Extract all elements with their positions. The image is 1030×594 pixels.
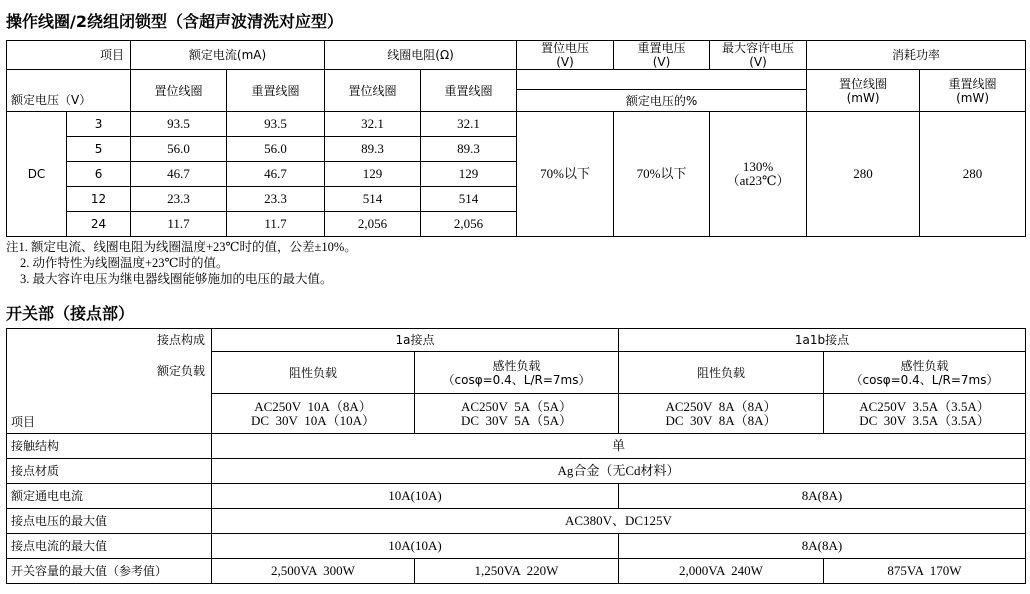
res-set-cell: 89.3 — [325, 137, 421, 162]
res-set-coil-header: 置位线圈 — [325, 70, 421, 112]
resistive-load-1a: 阻性负载 — [212, 352, 415, 394]
res-reset-cell: 129 — [421, 162, 517, 187]
voltage-cell: 3 — [67, 112, 131, 137]
res-set-cell: 129 — [325, 162, 421, 187]
max-current-1a: 10A(10A) — [212, 534, 619, 559]
load-value-3: AC250V 8A（8A） DC 30V 8A（8A） — [619, 394, 824, 434]
note-2: 2. 动作特性为线圈温度+23℃时的值。 — [20, 256, 229, 270]
max-voltage-header: 最大容许电压 (V) — [710, 41, 807, 70]
current-set-cell: 46.7 — [131, 162, 227, 187]
res-set-cell: 32.1 — [325, 112, 421, 137]
col-1a1b-header: 1a1b接点 — [619, 329, 1026, 352]
res-reset-cell: 89.3 — [421, 137, 517, 162]
max-capacity-2: 1,250VA 220W — [415, 559, 619, 584]
res-reset-coil-header: 重置线圈 — [421, 70, 517, 112]
coil-resistance-header: 线圈电阻(Ω) — [325, 41, 517, 70]
current-set-cell: 93.5 — [131, 112, 227, 137]
max-voltage-cond: （at23℃） — [726, 173, 790, 188]
max-voltage-value: AC380V、DC125V — [212, 509, 1026, 534]
rated-current-label: 额定通电电流 — [7, 484, 212, 509]
voltage-cell: 24 — [67, 212, 131, 237]
dc-label: DC — [7, 112, 67, 237]
rated-load-item-cell — [7, 352, 212, 434]
current-reset-cell: 11.7 — [227, 212, 325, 237]
current-set-cell: 11.7 — [131, 212, 227, 237]
max-current-label: 接点电流的最大值 — [7, 534, 212, 559]
res-reset-cell: 514 — [421, 187, 517, 212]
current-set-coil-header: 置位线圈 — [131, 70, 227, 112]
rated-current-header: 额定电流(mA) — [131, 41, 325, 70]
item-header: 项目 — [7, 41, 131, 70]
max-capacity-3: 2,000VA 240W — [619, 559, 824, 584]
contact-material-label: 接点材质 — [7, 459, 212, 484]
res-reset-cell: 32.1 — [421, 112, 517, 137]
note-3: 3. 最大容许电压为继电器线圈能够施加的电压的最大值。 — [20, 272, 333, 286]
max-capacity-4: 875VA 170W — [824, 559, 1026, 584]
load-value-1: AC250V 10A（8A） DC 30V 10A（10A） — [212, 394, 415, 434]
contact-structure-value: 单 — [212, 434, 1026, 459]
note-1: 注1. 额定电流、线圈电阻为线圈温度+23℃时的值，公差±10%。 — [6, 240, 357, 254]
max-voltage-value — [710, 112, 807, 237]
notes — [6, 239, 357, 287]
col-1a-header: 1a接点 — [212, 329, 619, 352]
inductive-load-1a: 感性负载 （cosφ=0.4、L/R=7ms） — [415, 352, 619, 394]
voltage-cell: 5 — [67, 137, 131, 162]
max-voltage-label: 接点电压的最大值 — [7, 509, 212, 534]
current-reset-cell: 46.7 — [227, 162, 325, 187]
max-capacity-label: 开关容量的最大值（参考值） — [7, 559, 212, 584]
max-current-1a1b: 8A(8A) — [619, 534, 1026, 559]
current-reset-cell: 93.5 — [227, 112, 325, 137]
reset-voltage-value: 70%以下 — [614, 112, 710, 237]
pct-rated-header: 额定电压的% — [517, 90, 807, 112]
reset-voltage-header: 重置电压 (V) — [614, 41, 710, 70]
load-value-4: AC250V 3.5A（3.5A） DC 30V 3.5A（3.5A） — [824, 394, 1026, 434]
switch-table — [6, 328, 1026, 584]
item-label: 项目 — [11, 415, 36, 429]
max-capacity-1: 2,500VA 300W — [212, 559, 415, 584]
voltage-cell: 12 — [67, 187, 131, 212]
power-reset-header: 重置线圈 (mW) — [920, 70, 1026, 112]
rated-current-1a1b: 8A(8A) — [619, 484, 1026, 509]
rated-load-label: 额定负载 — [156, 363, 205, 378]
set-voltage-value: 70%以下 — [517, 112, 614, 237]
set-voltage-header: 置位电压 (V) — [517, 41, 614, 70]
rated-current-1a: 10A(10A) — [212, 484, 619, 509]
resistive-load-1a1b: 阻性负载 — [619, 352, 824, 394]
res-set-cell: 2,056 — [325, 212, 421, 237]
contact-structure-label: 接触结构 — [7, 434, 212, 459]
current-reset-coil-header: 重置线圈 — [227, 70, 325, 112]
coil-table — [6, 40, 1026, 237]
res-set-cell: 514 — [325, 187, 421, 212]
current-reset-cell: 56.0 — [227, 137, 325, 162]
voltage-cell: 6 — [67, 162, 131, 187]
power-set-value: 280 — [807, 112, 920, 237]
rated-voltage-header: 额定电压（V） — [7, 70, 131, 112]
current-set-cell: 23.3 — [131, 187, 227, 212]
current-set-cell: 56.0 — [131, 137, 227, 162]
res-reset-cell: 2,056 — [421, 212, 517, 237]
contact-config-label: 接点构成 — [7, 329, 212, 352]
coil-section-title: 操作线圈/2绕组闭锁型（含超声波清洗对应型） — [6, 12, 343, 31]
header-spacer — [517, 70, 807, 90]
current-reset-cell: 23.3 — [227, 187, 325, 212]
power-reset-value: 280 — [920, 112, 1026, 237]
switch-section-title: 开关部（接点部） — [6, 304, 135, 323]
contact-material-value: Ag合金（无Cd材料） — [212, 459, 1026, 484]
power-set-header: 置位线圈 (mW) — [807, 70, 920, 112]
load-value-2: AC250V 5A（5A） DC 30V 5A（5A） — [415, 394, 619, 434]
inductive-load-1a1b: 感性负载 （cosφ=0.4、L/R=7ms） — [824, 352, 1026, 394]
max-voltage-pct: 130% — [742, 159, 774, 174]
power-header: 消耗功率 — [807, 41, 1026, 70]
